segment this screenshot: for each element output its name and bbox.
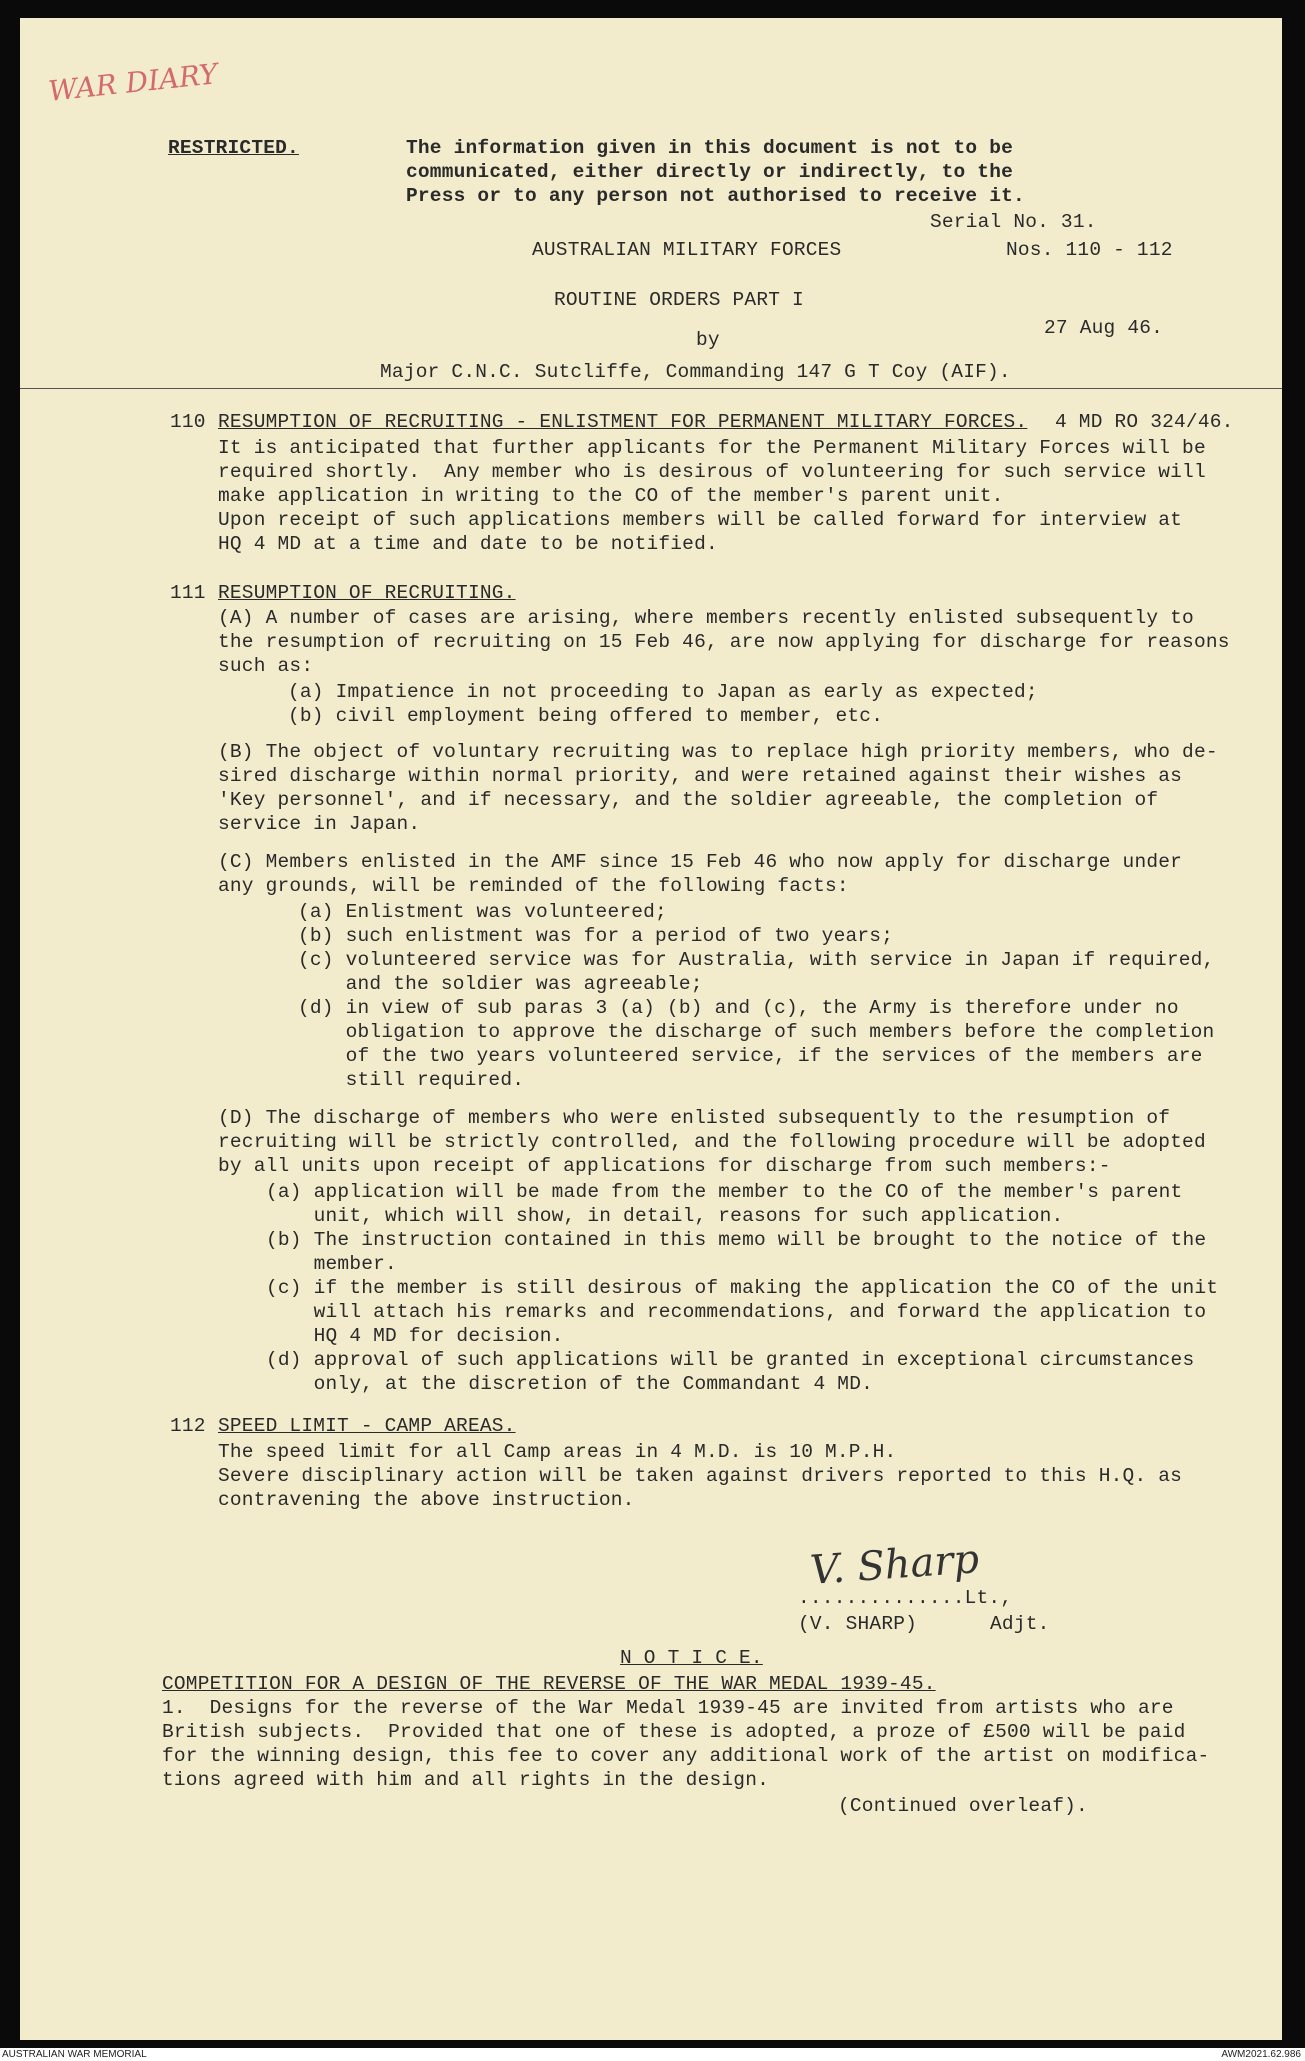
forces-heading: AUSTRALIAN MILITARY FORCES	[532, 239, 842, 261]
order-111-b-line: sired discharge within normal priority, and were retained against their wishes as	[218, 765, 1183, 787]
order-111-c-item: of the two years volunteered service, if the services of the members are	[298, 1045, 1203, 1067]
notice-line: for the winning design, this fee to cover any additional work of the artist on modifica-	[162, 1745, 1210, 1767]
order-110-reference: 4 MD RO 324/46.	[1055, 411, 1234, 433]
order-111-a-line: such as:	[218, 655, 314, 677]
signatory-name: (V. SHARP)	[798, 1613, 918, 1635]
order-112-number: 112	[170, 1415, 206, 1437]
order-111-c-item: (d) in view of sub paras 3 (a) (b) and (c), the Army is therefore under no	[298, 997, 1179, 1019]
order-111-d-line: recruiting will be strictly controlled, and the following procedure will be adopted	[218, 1131, 1206, 1153]
order-111-a-item: (b) civil employment being offered to member, etc.	[288, 705, 884, 727]
order-111-c-line: any grounds, will be reminded of the following facts:	[218, 875, 849, 897]
document-page	[20, 18, 1282, 2040]
order-112-title: SPEED LIMIT - CAMP AREAS.	[218, 1415, 516, 1437]
order-111-title: RESUMPTION OF RECRUITING.	[218, 582, 516, 604]
order-111-d-item: unit, which will show, in detail, reasons for such application.	[266, 1205, 1064, 1227]
order-111-b-line: service in Japan.	[218, 813, 421, 835]
notice-line: British subjects. Provided that one of these is adopted, a proze of £500 will be paid	[162, 1721, 1186, 1743]
order-111-b-line: (B) The object of voluntary recruiting was to replace high priority members, who de-	[218, 741, 1218, 763]
order-111-d-line: (D) The discharge of members who were enlisted subsequently to the resumption of	[218, 1107, 1171, 1129]
signatory-rank: Adjt.	[990, 1613, 1050, 1635]
order-111-number: 111	[170, 582, 206, 604]
order-111-d-item: (a) application will be made from the member to the CO of the member's parent	[266, 1181, 1183, 1203]
archive-reference: AWM2021.62.986	[1221, 2049, 1301, 2060]
order-111-d-item: member.	[266, 1253, 397, 1275]
order-111-d-item: will attach his remarks and recommendations, and forward the application to	[266, 1301, 1207, 1323]
order-111-b-line: 'Key personnel', and if necessary, and the soldier agreeable, the completion of	[218, 789, 1159, 811]
signature-dots: ..............Lt.,	[798, 1587, 1013, 1609]
order-111-d-line: by all units upon receipt of applications for discharge from such members:-	[218, 1155, 1111, 1177]
continued-note: (Continued overleaf).	[838, 1795, 1088, 1817]
order-111-c-item: and the soldier was agreeable;	[298, 973, 703, 995]
order-111-d-item: HQ 4 MD for decision.	[266, 1325, 564, 1347]
notice-line-1: The information given in this document is not to be	[406, 137, 1013, 159]
order-111-d-item: (d) approval of such applications will be granted in exceptional circumstances	[266, 1349, 1195, 1371]
archive-footer	[0, 2048, 1305, 2061]
commander-line: Major C.N.C. Sutcliffe, Commanding 147 G T Coy (AIF).	[380, 361, 1011, 383]
archive-name: AUSTRALIAN WAR MEMORIAL	[2, 2049, 147, 2060]
header-divider	[20, 388, 1282, 389]
order-date: 27 Aug 46.	[1044, 317, 1164, 339]
notice-line: 1. Designs for the reverse of the War Medal 1939-45 are invited from artists who are	[162, 1697, 1174, 1719]
notice-line-3: Press or to any person not authorised to receive it.	[406, 185, 1025, 207]
notice-line-2: communicated, either directly or indirectly, to the	[406, 161, 1013, 183]
order-111-a-line: the resumption of recruiting on 15 Feb 46, are now applying for discharge for reasons	[218, 631, 1230, 653]
order-111-c-item: (c) volunteered service was for Australia, with service in Japan if required,	[298, 949, 1215, 971]
order-111-a-line: (A) A number of cases are arising, where members recently enlisted subsequently to	[218, 607, 1194, 629]
order-112-line: The speed limit for all Camp areas in 4 M.D. is 10 M.P.H.	[218, 1441, 897, 1463]
notice-heading: N O T I C E.	[620, 1647, 763, 1669]
serial-number: Serial No. 31.	[930, 211, 1097, 233]
order-110-line: HQ 4 MD at a time and date to be notified.	[218, 533, 718, 555]
orders-heading: ROUTINE ORDERS PART I	[554, 289, 804, 311]
order-110-number: 110	[170, 411, 206, 433]
order-110-line: Upon receipt of such applications members will be called forward for interview at	[218, 509, 1183, 531]
order-112-line: contravening the above instruction.	[218, 1489, 635, 1511]
order-111-c-item: still required.	[298, 1069, 525, 1091]
order-111-c-item: obligation to approve the discharge of such members before the completion	[298, 1021, 1215, 1043]
order-numbers: Nos. 110 - 112	[1006, 239, 1173, 261]
order-111-d-item: only, at the discretion of the Commandant 4 MD.	[266, 1373, 873, 1395]
war-diary-stamp: WAR DIARY	[46, 57, 220, 108]
order-111-d-item: (c) if the member is still desirous of making the application the CO of the unit	[266, 1277, 1219, 1299]
order-112-line: Severe disciplinary action will be taken against drivers reported to this H.Q. as	[218, 1465, 1183, 1487]
restricted-label: RESTRICTED.	[168, 137, 299, 159]
order-111-c-line: (C) Members enlisted in the AMF since 15 Feb 46 who now apply for discharge under	[218, 851, 1183, 873]
order-111-c-item: (a) Enlistment was volunteered;	[298, 901, 667, 923]
order-111-a-item: (a) Impatience in not proceeding to Japan as early as expected;	[288, 681, 1038, 703]
order-111-d-item: (b) The instruction contained in this memo will be brought to the notice of the	[266, 1229, 1207, 1251]
by-label: by	[696, 329, 720, 351]
notice-line: tions agreed with him and all rights in the design.	[162, 1769, 769, 1791]
handwritten-signature: V. Sharp	[808, 1536, 981, 1594]
notice-title: COMPETITION FOR A DESIGN OF THE REVERSE OF THE WAR MEDAL 1939-45.	[162, 1673, 936, 1695]
order-111-c-item: (b) such enlistment was for a period of two years;	[298, 925, 894, 947]
order-110-title: RESUMPTION OF RECRUITING - ENLISTMENT FOR PERMANENT MILITARY FORCES.	[218, 411, 1028, 433]
order-110-line: required shortly. Any member who is desirous of volunteering for such service will	[218, 461, 1206, 483]
order-110-line: It is anticipated that further applicants for the Permanent Military Forces will be	[218, 437, 1206, 459]
order-110-line: make application in writing to the CO of the member's parent unit.	[218, 485, 1004, 507]
